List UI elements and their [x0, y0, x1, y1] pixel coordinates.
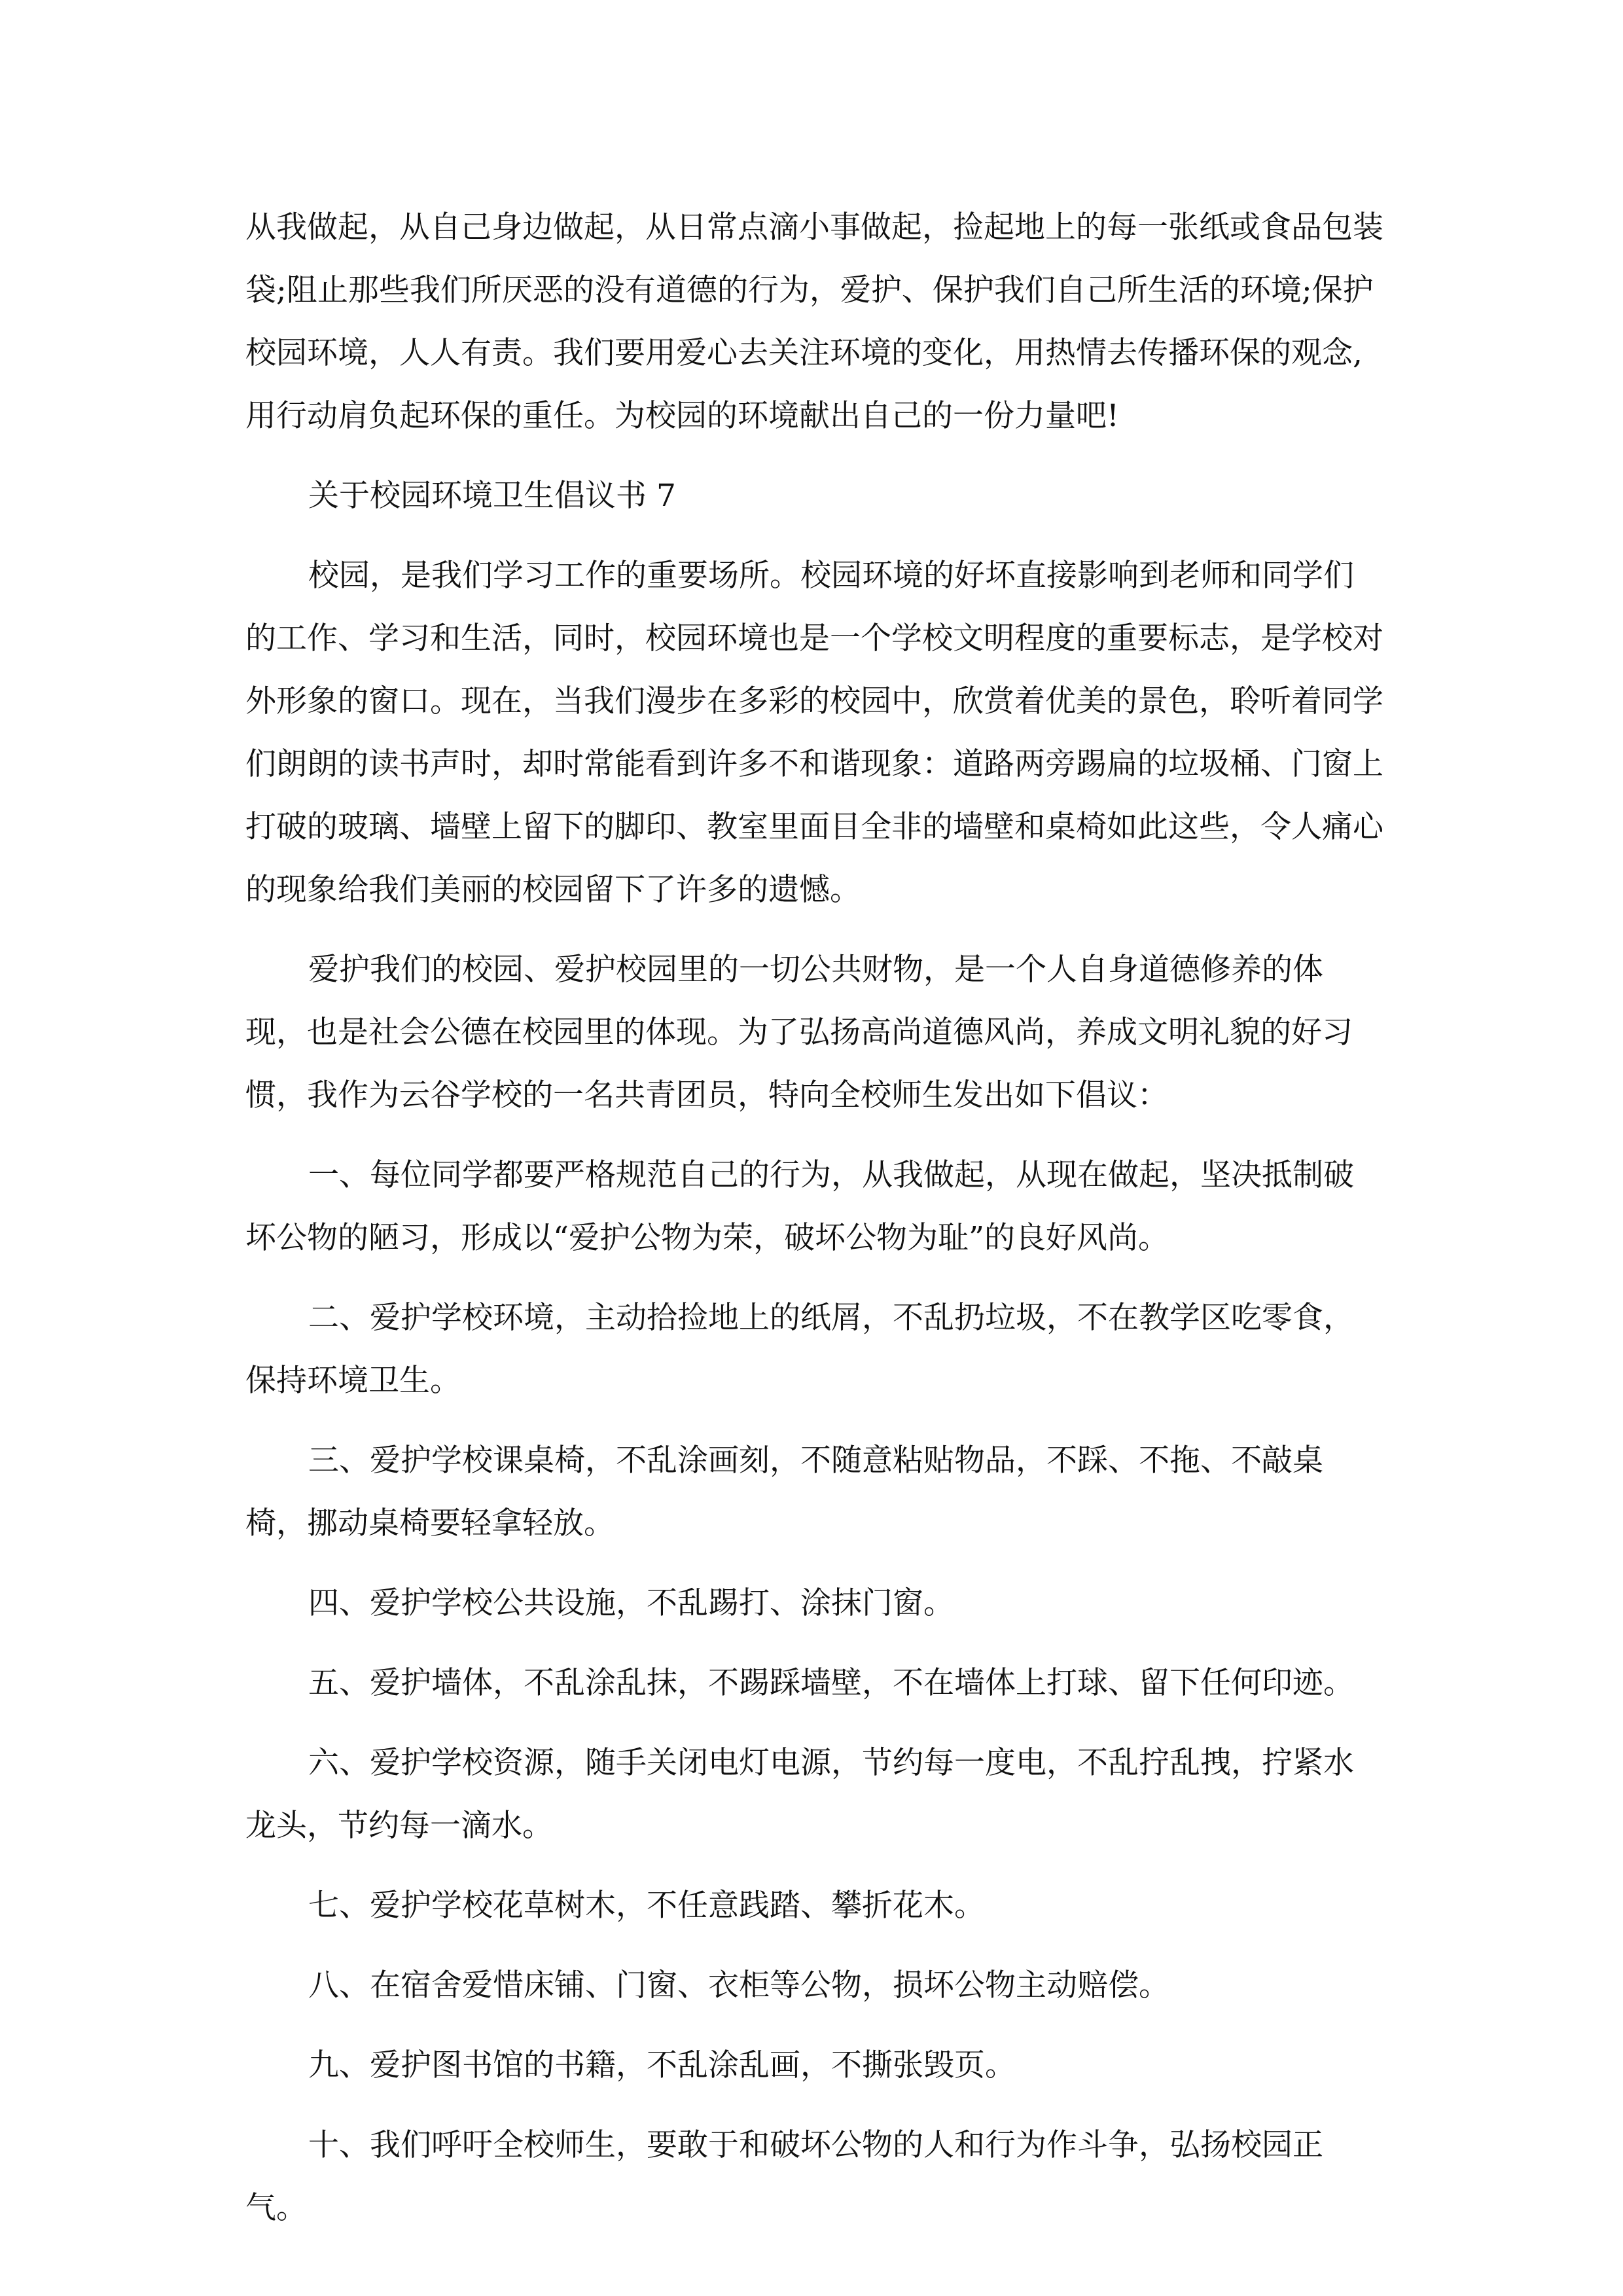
proposal-item-1: 一、每位同学都要严格规范自己的行为，从我做起，从现在做起，坚决抵制破坏公物的陋习，形成以“爱护公物为荣，破坏公物为耻”的良好风尚。	[245, 1157, 1354, 1256]
paragraph-proposal-intro: 爱护我们的校园、爱护校园里的一切公共财物，是一个人自身道德修养的体现，也是社会公德在校园里的体现。为了弘扬高尚道德风尚，养成文明礼貌的好习惯，我作为云谷学校的一名共青团员，特向全校师生发出如下倡议：	[245, 952, 1353, 1113]
proposal-item-2: 二、爱护学校环境，主动拾捡地上的纸屑，不乱扔垃圾，不在教学区吃零食，保持环境卫生。	[245, 1300, 1354, 1399]
proposal-item-9: 九、爱护图书馆的书籍，不乱涂乱画，不撕张毁页。	[308, 2047, 1016, 2083]
proposal-item-6: 六、爱护学校资源，随手关闭电灯电源，节约每一度电，不乱拧乱拽，拧紧水龙头，节约每一滴水。	[245, 1745, 1354, 1844]
paragraph-campus-description: 校园，是我们学习工作的重要场所。校园环境的好坏直接影响到老师和同学们的工作、学习和生活，同时，校园环境也是一个学校文明程度的重要标志，是学校对外形象的窗口。现在，当我们漫步在多彩的校园中，欣赏着优美的景色，聆听着同学们朗朗的读书声时，却时常能看到许多不和谐现象：道路两旁踢扁的垃圾桶、门窗上打破的玻璃、墙壁上留下的脚印、教室里面目全非的墙壁和桌椅如此这些，令人痛心的现象给我们美丽的校园留下了许多的遗憾。	[245, 558, 1383, 908]
proposal-item-3: 三、爱护学校课桌椅，不乱涂画刻，不随意粘贴物品，不踩、不拖、不敲桌椅，挪动桌椅要轻拿轻放。	[245, 1443, 1323, 1541]
proposal-item-10: 十、我们呼吁全校师生，要敢于和破坏公物的人和行为作斗争，弘扬校园正气。	[245, 2127, 1323, 2226]
proposal-item-4: 四、爱护学校公共设施，不乱踢打、涂抹门窗。	[308, 1585, 954, 1621]
document-body	[245, 196, 1384, 2257]
proposal-item-5: 五、爱护墙体，不乱涂乱抹，不踢踩墙壁，不在墙体上打球、留下任何印迹。	[308, 1665, 1354, 1701]
paragraph-intro-continuation: 从我做起，从自己身边做起，从日常点滴小事做起，捡起地上的每一张纸或食品包装袋;阻止那些我们所厌恶的没有道德的行为，爱护、保护我们自己所生活的环境;保护校园环境，人人有责。我们要用爱心去关注环境的变化，用热情去传播环保的观念,用行动肩负起环保的重任。为校园的环境献出自己的一份力量吧!	[245, 209, 1383, 434]
proposal-item-8: 八、在宿舍爱惜床铺、门窗、衣柜等公物，损坏公物主动赔偿。	[308, 1967, 1169, 2003]
section-heading: 关于校园环境卫生倡议书 7	[308, 478, 676, 514]
proposal-item-7: 七、爱护学校花草树木，不任意践踏、攀折花木。	[308, 1888, 985, 1924]
